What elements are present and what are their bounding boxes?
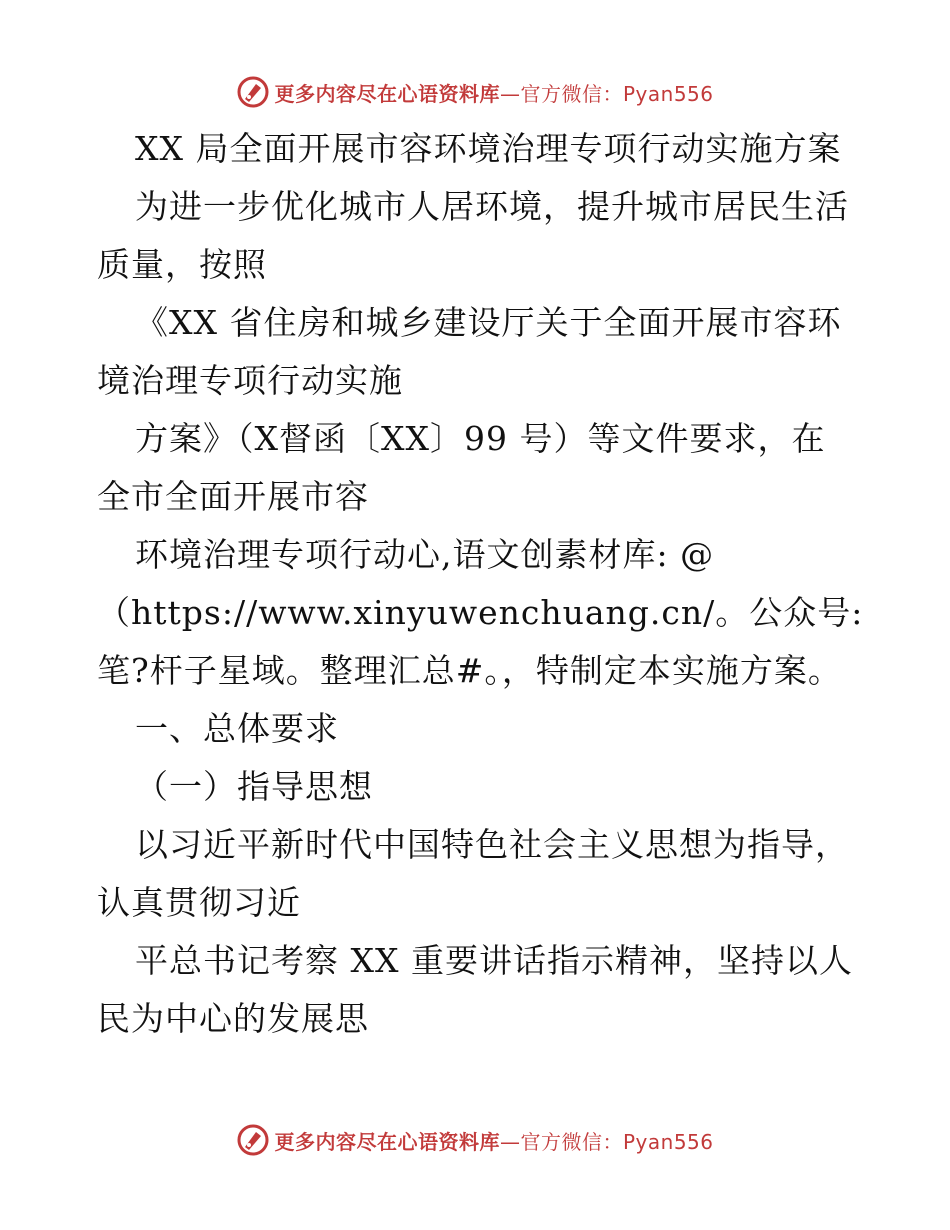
document-line: 认真贯彻习近	[97, 883, 301, 922]
document-body	[97, 120, 864, 1048]
watermark-wechat-label: 官方微信：	[520, 1129, 623, 1154]
document-line: （https://www.xinyuwenchuang.cn/。公众号:	[97, 593, 864, 632]
document-line: 以习近平新时代中国特色社会主义思想为指导，	[135, 825, 849, 864]
watermark-text	[274, 78, 713, 107]
watermark-brand: 更多内容尽在心语资料库	[274, 81, 500, 106]
watermark-dash: —	[499, 81, 521, 106]
watermark-dash: —	[499, 1129, 521, 1154]
watermark-banner-bottom	[0, 1120, 950, 1160]
document-line: 方案》（X督函〔XX〕99 号）等文件要求，在	[135, 419, 826, 458]
document-line: 民为中心的发展思	[97, 999, 369, 1038]
document-line: 环境治理专项行动心,语文创素材库: @	[135, 535, 715, 574]
document-line: 一、总体要求	[135, 709, 339, 748]
document-line: 境治理专项行动实施	[97, 361, 403, 400]
document-line: 质量，按照	[97, 245, 267, 284]
pen-nib-logo-icon	[236, 1123, 270, 1157]
watermark-banner-top	[0, 72, 950, 112]
document-line: XX 局全面开展市容环境治理专项行动实施方案	[135, 129, 842, 168]
document-line: 全市全面开展市容	[97, 477, 369, 516]
pen-nib-logo-icon	[236, 75, 270, 109]
watermark-wechat-label: 官方微信：	[520, 81, 623, 106]
document-line: 平总书记考察 XX 重要讲话指示精神，坚持以人	[135, 941, 853, 980]
document-line: （一）指导思想	[135, 767, 373, 806]
watermark-brand: 更多内容尽在心语资料库	[274, 1129, 500, 1154]
document-line: 为进一步优化城市人居环境，提升城市居民生活	[135, 187, 849, 226]
watermark-wechat-id: Pyan556	[622, 81, 714, 106]
watermark-text	[274, 1126, 713, 1155]
document-line: 笔?杆子星域。整理汇总#。，特制定本实施方案。	[97, 651, 842, 690]
watermark-wechat-id: Pyan556	[622, 1129, 714, 1154]
document-line: 《XX 省住房和城乡建设厅关于全面开展市容环	[135, 303, 842, 342]
